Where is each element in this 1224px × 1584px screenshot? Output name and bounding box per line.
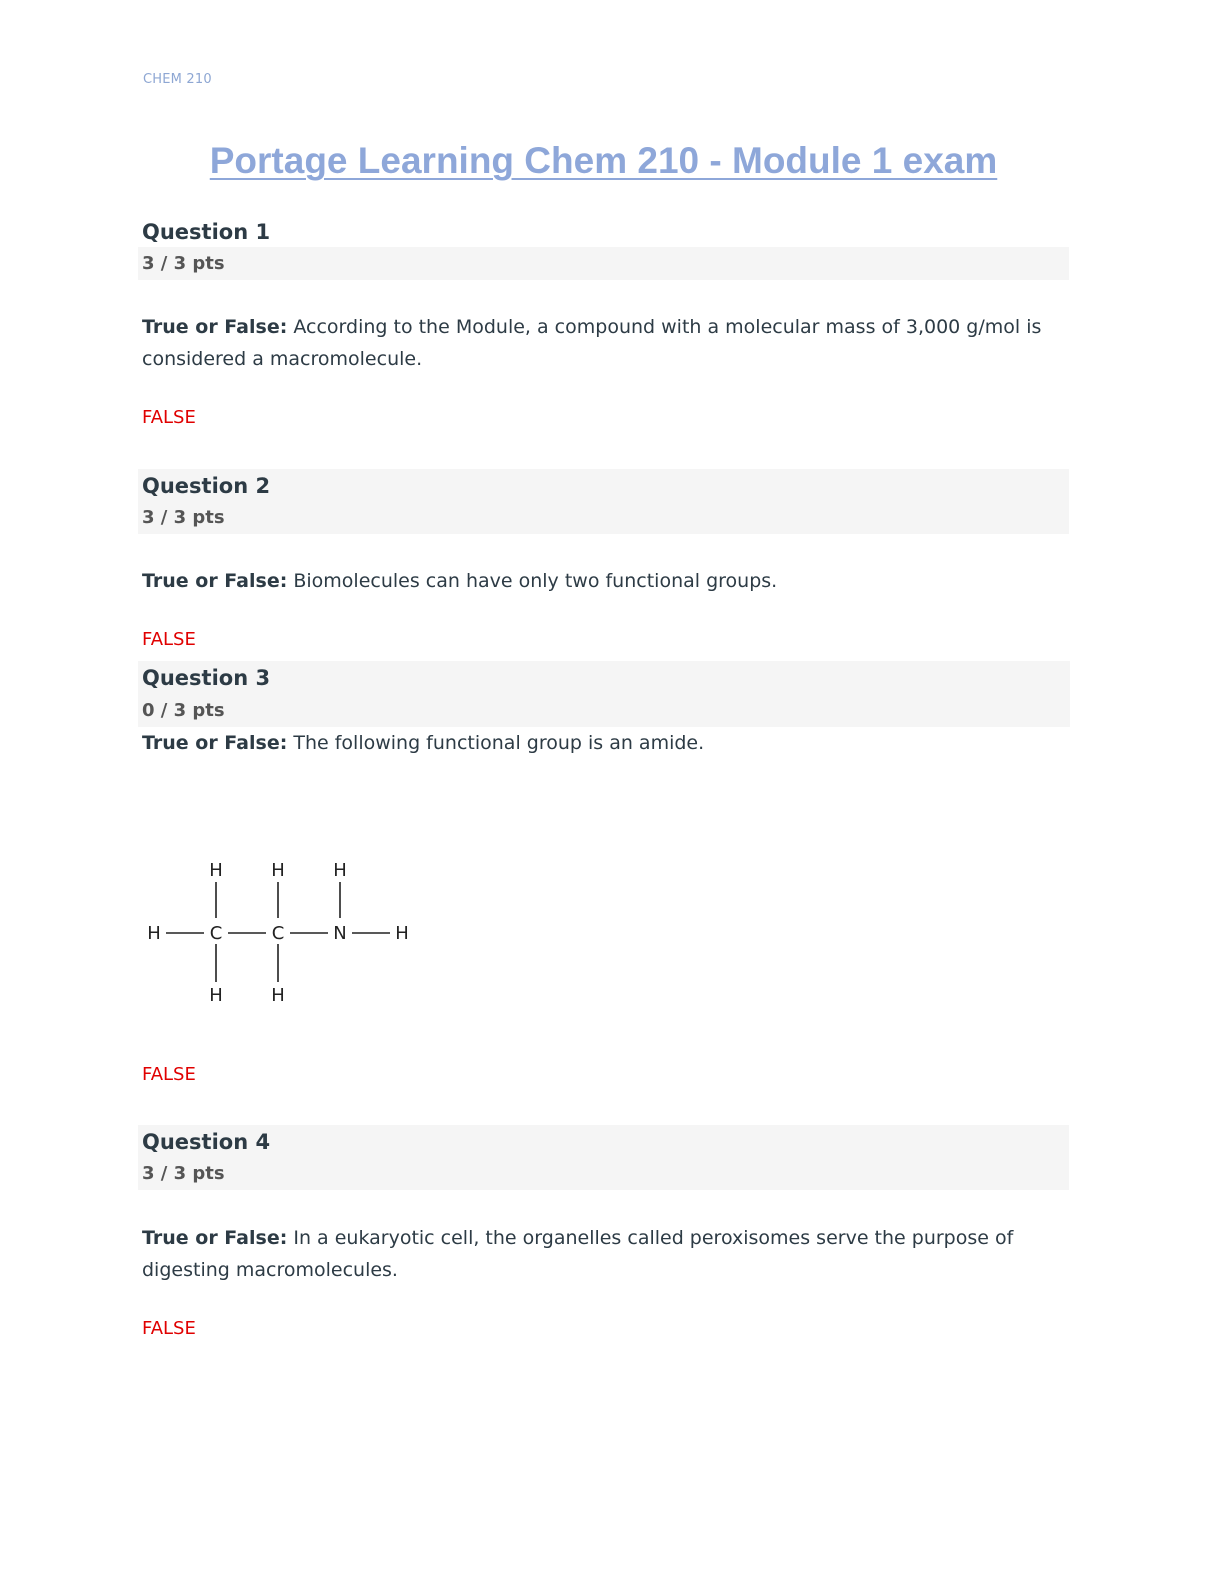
page-title: Portage Learning Chem 210 - Module 1 exam [209,140,998,181]
question-1-answer: FALSE [142,407,196,428]
question-3-answer: FALSE [142,1064,196,1085]
atom-h-bottom-1: H [209,985,223,1006]
question-2-body: Biomolecules can have only two functional groups. [287,570,778,592]
question-4-prefix: True or False: [142,1227,288,1249]
question-4-points: 3 / 3 pts [142,1163,225,1184]
question-2-prefix: True or False: [142,570,288,592]
atom-h-left: H [147,923,161,944]
question-4-answer: FALSE [142,1318,196,1339]
question-3-prefix: True or False: [142,732,288,754]
question-3-header [138,661,1070,727]
atom-c-1: C [209,923,223,944]
question-1-points: 3 / 3 pts [142,253,225,274]
question-2-answer: FALSE [142,629,196,650]
question-4-body: In a eukaryotic cell, the organelles called peroxisomes serve the purpose of digesting macromolecules. [142,1227,1014,1281]
course-header-label: CHEM 210 [143,72,212,87]
question-1-header [138,217,1069,280]
question-2-header [138,469,1069,534]
atom-h-top-2: H [271,860,285,881]
question-1-title: Question 1 [138,217,1073,247]
atom-h-top-1: H [209,860,223,881]
atom-h-right: H [395,923,409,944]
question-3-body: The following functional group is an amide. [287,732,705,754]
atom-h-bottom-2: H [271,985,285,1006]
atom-c-2: C [271,923,285,944]
question-1-prefix: True or False: [142,316,288,338]
question-4-text [142,1222,1062,1286]
ethylamine-structure-image [140,852,420,1012]
atom-n: N [333,923,347,944]
question-1-text [142,311,1062,375]
question-2-text [142,565,1062,597]
question-4-header [138,1125,1069,1190]
question-3-points: 0 / 3 pts [142,700,225,721]
question-4-title: Question 4 [142,1130,271,1154]
question-2-title: Question 2 [142,474,271,498]
question-3-title: Question 3 [142,666,271,690]
question-1-body: According to the Module, a compound with a molecular mass of 3,000 g/mol is considered a macromolecule. [142,316,1042,370]
question-3-text [142,727,1062,759]
question-2-points: 3 / 3 pts [142,507,225,528]
atom-h-top-3: H [333,860,347,881]
